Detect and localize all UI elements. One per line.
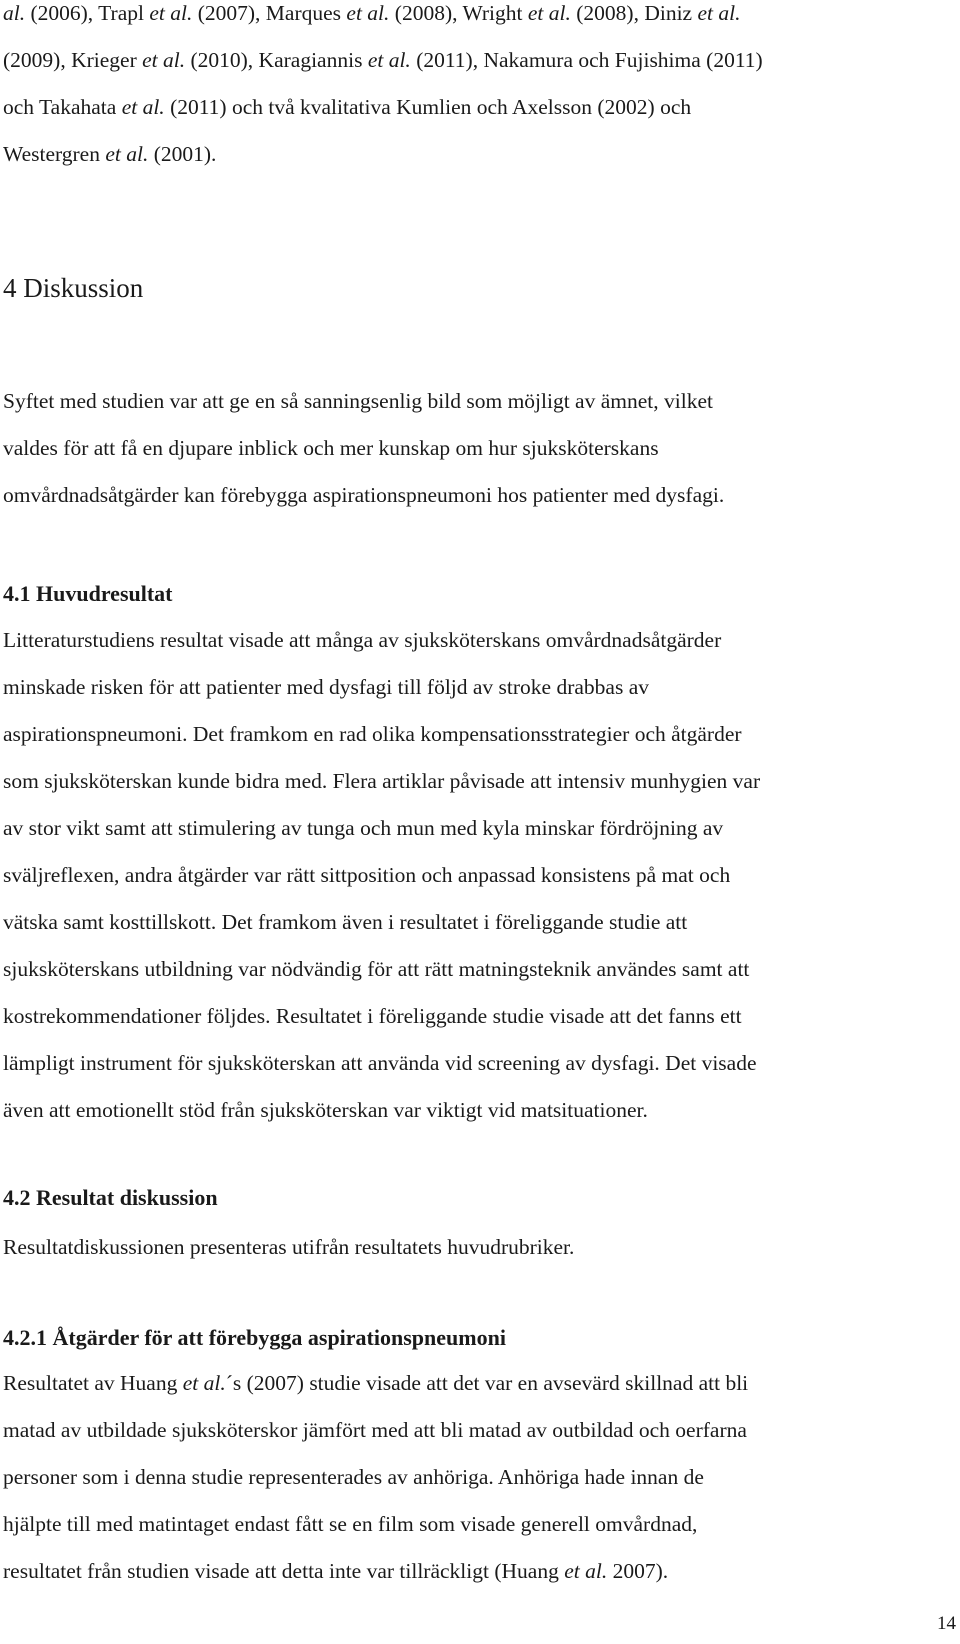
text-run: personer som i denna studie representerades av anhöriga. Anhöriga hade innan de	[3, 1465, 704, 1489]
text-line	[3, 1087, 948, 1134]
results-discussion-paragraph	[3, 1224, 948, 1271]
text-line	[3, 1360, 948, 1407]
text-run: (2007), Marques	[192, 1, 347, 25]
italic-text: et al.	[527, 1, 571, 25]
text-run: (2008), Diniz	[570, 1, 698, 25]
text-run: hjälpte till med matintaget endast fått se en film som visade generell omvårdnad,	[3, 1512, 698, 1536]
text-run: matad av utbildade sjuksköterskor jämfört med att bli matad av outbildad och oerfarna	[3, 1418, 747, 1442]
text-run: och Takahata	[3, 95, 122, 119]
text-run: omvårdnadsåtgärder kan förebygga aspirationspneumoni hos patienter med dysfagi.	[3, 483, 725, 507]
text-run: Syftet med studien var att ge en så sanningsenlig bild som möjligt av ämnet, vilket	[3, 389, 713, 413]
text-run: även att emotionellt stöd från sjuksköterskan var viktigt vid matsituationer.	[3, 1098, 648, 1122]
text-line	[3, 993, 948, 1040]
text-run: (2010), Karagiannis	[185, 48, 368, 72]
text-run: Resultatet av Huang	[3, 1371, 183, 1395]
text-run: Westergren	[3, 142, 106, 166]
text-line	[3, 425, 948, 472]
text-line	[3, 1454, 948, 1501]
text-line	[3, 711, 948, 758]
text-line	[3, 1548, 948, 1595]
text-run: sväljreflexen, andra åtgärder var rätt sittposition och anpassad konsistens på mat och	[3, 863, 731, 887]
text-line	[3, 472, 948, 519]
text-run: (2008), Wright	[389, 1, 528, 25]
intro-paragraph	[3, 378, 948, 519]
italic-text: et al.	[697, 1, 741, 25]
text-run: vätska samt kosttillskott. Det framkom även i resultatet i föreliggande studie att	[3, 910, 688, 934]
italic-text: et al.	[367, 48, 411, 72]
text-run: lämpligt instrument för sjuksköterskan att använda vid screening av dysfagi. Det visade	[3, 1051, 757, 1075]
text-line	[3, 1040, 948, 1087]
text-run: av stor vikt samt att stimulering av tunga och mun med kyla minskar fördröjning av	[3, 816, 724, 840]
section-heading-4-2-1: 4.2.1 Åtgärder för att förebygga aspirationspneumoni	[3, 1325, 506, 1350]
text-run: resultatet från studien visade att detta inte var tillräckligt (Huang	[3, 1559, 565, 1583]
text-run: som sjuksköterskan kunde bidra med. Flera artiklar påvisade att intensiv munhygien var	[3, 769, 761, 793]
italic-text: et al.	[149, 1, 193, 25]
text-run: Litteraturstudiens resultat visade att många av sjuksköterskans omvårdnadsåtgärder	[3, 628, 722, 652]
text-line	[3, 758, 948, 805]
italic-text: al.	[3, 1, 26, 25]
italic-text: et al.	[182, 1371, 226, 1395]
text-run: kostrekommendationer följdes. Resultatet i föreliggande studie visade att det fanns ett	[3, 1004, 742, 1028]
text-run: (2009), Krieger	[3, 48, 143, 72]
text-run: (2011), Nakamura och Fujishima (2011)	[410, 48, 763, 72]
text-run: 2007).	[607, 1559, 669, 1583]
measures-paragraph	[3, 1360, 948, 1595]
text-line	[3, 37, 948, 84]
text-line	[3, 664, 948, 711]
italic-text: et al.	[346, 1, 390, 25]
text-run: Resultatdiskussionen presenteras utifrån resultatets huvudrubriker.	[3, 1235, 575, 1259]
text-run: minskade risken för att patienter med dysfagi till följd av stroke drabbas av	[3, 675, 650, 699]
section-heading-4-1: 4.1 Huvudresultat	[3, 581, 173, 606]
text-line	[3, 1407, 948, 1454]
text-run: sjuksköterskans utbildning var nödvändig för att rätt matningsteknik användes samt att	[3, 957, 750, 981]
text-line	[3, 84, 948, 131]
text-line	[3, 131, 948, 178]
text-line	[3, 0, 948, 37]
page-number: 14	[937, 1613, 956, 1634]
text-line	[3, 899, 948, 946]
text-line	[3, 852, 948, 899]
italic-text: et al.	[564, 1559, 608, 1583]
text-run: (2011) och två kvalitativa Kumlien och Axelsson (2002) och	[164, 95, 692, 119]
italic-text: et al.	[142, 48, 186, 72]
text-run: (2001).	[148, 142, 217, 166]
section-heading-4-2: 4.2 Resultat diskussion	[3, 1185, 218, 1210]
text-line	[3, 805, 948, 852]
italic-text: et al.	[121, 95, 165, 119]
text-line	[3, 1224, 948, 1271]
text-run: (2006), Trapl	[25, 1, 150, 25]
text-line	[3, 1501, 948, 1548]
text-run: aspirationspneumoni. Det framkom en rad olika kompensationsstrategier och åtgärder	[3, 722, 742, 746]
text-run: ´s (2007) studie visade att det var en avsevärd skillnad att bli	[225, 1371, 749, 1395]
text-line	[3, 617, 948, 664]
section-heading-4: 4 Diskussion	[3, 273, 144, 303]
text-run: valdes för att få en djupare inblick och mer kunskap om hur sjuksköterskans	[3, 436, 659, 460]
text-line	[3, 946, 948, 993]
italic-text: et al.	[105, 142, 149, 166]
citation-paragraph	[3, 0, 948, 178]
main-results-paragraph	[3, 617, 948, 1134]
text-line	[3, 378, 948, 425]
